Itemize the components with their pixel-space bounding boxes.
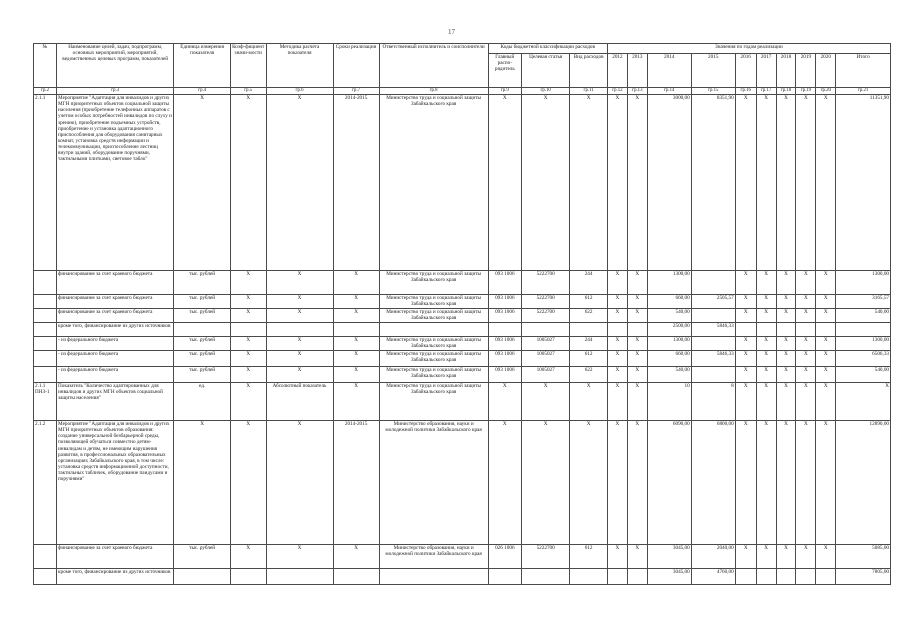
header-year-2013: 2013 bbox=[627, 54, 647, 88]
row-year-2012: X bbox=[607, 309, 627, 323]
row-year-2020: X bbox=[816, 545, 836, 569]
table-row bbox=[34, 383, 891, 421]
header-year-2015: 2015 bbox=[691, 54, 735, 88]
row-year-2013 bbox=[627, 569, 647, 585]
header-year-2018: 2018 bbox=[776, 54, 796, 88]
column-number: гр.11 bbox=[570, 88, 608, 95]
column-number: гр.14 bbox=[647, 88, 691, 95]
row-year-2013: X bbox=[627, 271, 647, 295]
row-year-2019: X bbox=[796, 95, 816, 271]
column-number: гр.21 bbox=[836, 88, 891, 95]
column-number: гр.7 bbox=[333, 88, 379, 95]
row-year-2015: 2040,00 bbox=[691, 545, 735, 569]
row-kbk-admin: 093 1006 bbox=[488, 367, 522, 383]
row-year-2017: X bbox=[756, 383, 776, 421]
row-year-2015: 4760,00 bbox=[691, 569, 735, 585]
row-year-2020: X bbox=[816, 383, 836, 421]
row-year-2012: X bbox=[607, 545, 627, 569]
row-year-2013: X bbox=[627, 367, 647, 383]
column-number: гр.20 bbox=[816, 88, 836, 95]
table-row bbox=[34, 367, 891, 383]
row-executor: Министерство труда и социальной защиты Забайкальского края bbox=[379, 383, 488, 421]
row-year-2016: X bbox=[735, 95, 756, 271]
row-year-2012: X bbox=[607, 95, 627, 271]
row-kbk-admin: 093 1006 bbox=[488, 337, 522, 351]
row-total: 7805,00 bbox=[836, 569, 891, 585]
row-method: X bbox=[266, 351, 333, 367]
row-kbk-admin: 093 1006 bbox=[488, 351, 522, 367]
row-total: 1300,00 bbox=[836, 337, 891, 351]
row-coefficient: X bbox=[230, 309, 266, 323]
table-row bbox=[34, 337, 891, 351]
row-executor: Министерство образования, науки и молодежной политики Забайкальского края bbox=[379, 421, 488, 545]
row-term: X bbox=[333, 367, 379, 383]
row-year-2019: X bbox=[796, 367, 816, 383]
row-year-2016: X bbox=[735, 367, 756, 383]
row-name: Показатель "Количество адаптированных для инвалидов и других МГН объектов социальной защиты населения" bbox=[57, 383, 174, 421]
row-kbk-item: 5222700 bbox=[522, 545, 570, 569]
row-name: - из федерального бюджета bbox=[57, 351, 174, 367]
table-row bbox=[34, 295, 891, 309]
row-year-2017: X bbox=[756, 95, 776, 271]
row-unit bbox=[174, 323, 231, 337]
row-method: X bbox=[266, 337, 333, 351]
table-row bbox=[34, 309, 891, 323]
row-kbk-type bbox=[570, 323, 608, 337]
row-year-2013: X bbox=[627, 351, 647, 367]
row-year-2018: X bbox=[776, 309, 796, 323]
row-year-2014: 660,00 bbox=[647, 295, 691, 309]
header-year-2016: 2016 bbox=[735, 54, 756, 88]
row-coefficient: X bbox=[230, 337, 266, 351]
row-name: финансирование за счет краевого бюджета bbox=[57, 545, 174, 569]
row-executor bbox=[379, 323, 488, 337]
row-name: финансирование за счет краевого бюджета bbox=[57, 271, 174, 295]
row-year-2016: X bbox=[735, 421, 756, 545]
row-term: 2014-2015 bbox=[333, 421, 379, 545]
row-year-2014: 3045,00 bbox=[647, 569, 691, 585]
row-year-2018: X bbox=[776, 545, 796, 569]
row-year-2017 bbox=[756, 323, 776, 337]
column-number: гр.15 bbox=[691, 88, 735, 95]
row-term: X bbox=[333, 383, 379, 421]
row-year-2012: X bbox=[607, 421, 627, 545]
row-number bbox=[34, 337, 57, 351]
page-number: 17 bbox=[448, 28, 455, 36]
row-number bbox=[34, 545, 57, 569]
row-year-2012 bbox=[607, 569, 627, 585]
row-year-2016: X bbox=[735, 545, 756, 569]
program-table bbox=[33, 43, 891, 585]
row-year-2017: X bbox=[756, 421, 776, 545]
row-unit: тыс. рублей bbox=[174, 367, 231, 383]
row-year-2019: X bbox=[796, 309, 816, 323]
row-year-2016: X bbox=[735, 309, 756, 323]
row-year-2012: X bbox=[607, 351, 627, 367]
row-coefficient: X bbox=[230, 367, 266, 383]
row-year-2016 bbox=[735, 323, 756, 337]
row-year-2019: X bbox=[796, 271, 816, 295]
row-year-2017: X bbox=[756, 309, 776, 323]
row-unit: тыс. рублей bbox=[174, 271, 231, 295]
row-coefficient bbox=[230, 323, 266, 337]
row-method: X bbox=[266, 95, 333, 271]
row-unit: тыс. рублей bbox=[174, 337, 231, 351]
row-term: X bbox=[333, 295, 379, 309]
row-year-2013 bbox=[627, 323, 647, 337]
row-year-2013: X bbox=[627, 309, 647, 323]
header-year-2020: 2020 bbox=[816, 54, 836, 88]
row-unit: X bbox=[174, 95, 231, 271]
row-executor: Министерство труда и социальной защиты Забайкальского края bbox=[379, 295, 488, 309]
row-kbk-admin bbox=[488, 323, 522, 337]
row-kbk-type: X bbox=[570, 95, 608, 271]
row-total: 5085,00 bbox=[836, 545, 891, 569]
row-kbk-item: 5222700 bbox=[522, 271, 570, 295]
row-kbk-admin bbox=[488, 569, 522, 585]
row-coefficient bbox=[230, 569, 266, 585]
row-kbk-type: 622 bbox=[570, 309, 608, 323]
row-kbk-admin: X bbox=[488, 383, 522, 421]
row-year-2012 bbox=[607, 323, 627, 337]
row-executor: Министерство труда и социальной защиты Забайкальского края bbox=[379, 337, 488, 351]
row-total bbox=[836, 323, 891, 337]
row-number bbox=[34, 351, 57, 367]
row-kbk-type: 612 bbox=[570, 545, 608, 569]
header-kbk-item: Целевая статья bbox=[522, 54, 570, 88]
row-method: X bbox=[266, 271, 333, 295]
row-method: X bbox=[266, 309, 333, 323]
header-total: Итого bbox=[836, 54, 891, 88]
row-year-2015 bbox=[691, 367, 735, 383]
row-year-2014: 2500,00 bbox=[647, 323, 691, 337]
row-kbk-type: 622 bbox=[570, 367, 608, 383]
row-year-2015: 8 bbox=[691, 383, 735, 421]
header-year-2019: 2019 bbox=[796, 54, 816, 88]
row-year-2012: X bbox=[607, 337, 627, 351]
row-name: кроме того, финансирование из других источников bbox=[57, 323, 174, 337]
row-unit: X bbox=[174, 421, 231, 545]
row-number bbox=[34, 367, 57, 383]
row-executor: Министерство труда и социальной защиты Забайкальского края bbox=[379, 271, 488, 295]
header-term: Сроки реализации bbox=[333, 44, 379, 88]
row-year-2014: 540,00 bbox=[647, 367, 691, 383]
column-number: гр.9 bbox=[488, 88, 522, 95]
column-number: гр.10 bbox=[522, 88, 570, 95]
column-number: гр.18 bbox=[776, 88, 796, 95]
row-kbk-admin: X bbox=[488, 95, 522, 271]
table-row bbox=[34, 95, 891, 271]
row-coefficient: X bbox=[230, 295, 266, 309]
row-year-2020: X bbox=[816, 309, 836, 323]
row-number: 2.1.2 bbox=[34, 421, 57, 545]
row-year-2017 bbox=[756, 569, 776, 585]
row-year-2019: X bbox=[796, 421, 816, 545]
row-year-2020 bbox=[816, 569, 836, 585]
column-number: гр.17 bbox=[756, 88, 776, 95]
row-kbk-item: X bbox=[522, 383, 570, 421]
row-term: X bbox=[333, 337, 379, 351]
row-year-2019: X bbox=[796, 337, 816, 351]
row-kbk-type: 612 bbox=[570, 295, 608, 309]
row-executor: Министерство труда и социальной защиты Забайкальского края bbox=[379, 367, 488, 383]
column-number: гр.12 bbox=[607, 88, 627, 95]
row-year-2019: X bbox=[796, 383, 816, 421]
row-year-2020: X bbox=[816, 421, 836, 545]
row-name: Мероприятие "Адаптация для инвалидов и других МГН приоритетных объектов социальной защиты населения (приобретение телефонных аппаратов с учетом особых потребностей инвалидов по слуху и зрению), приобретение подъемных устройств, приобретение и установка адаптационного приспособления для оборудования санитарных комнат, установка средств информации и телекоммуникации, приспособление лестниц внутри зданий, оборудование поручнями, тактильными плитками, световое табло" bbox=[57, 95, 174, 271]
row-term: X bbox=[333, 309, 379, 323]
row-coefficient: X bbox=[230, 545, 266, 569]
table-row bbox=[34, 323, 891, 337]
row-kbk-item: 1005027 bbox=[522, 337, 570, 351]
column-number: гр.5 bbox=[230, 88, 266, 95]
row-kbk-type bbox=[570, 569, 608, 585]
row-kbk-type: 612 bbox=[570, 351, 608, 367]
row-method bbox=[266, 569, 333, 585]
table-body bbox=[34, 88, 891, 585]
row-year-2013: X bbox=[627, 95, 647, 271]
header-method: Методика расчета показателя bbox=[266, 44, 333, 88]
row-year-2020: X bbox=[816, 367, 836, 383]
column-number: гр.6 bbox=[266, 88, 333, 95]
row-year-2020: X bbox=[816, 95, 836, 271]
row-year-2018: X bbox=[776, 337, 796, 351]
row-year-2018 bbox=[776, 569, 796, 585]
row-name: финансирование за счет краевого бюджета bbox=[57, 295, 174, 309]
row-year-2013: X bbox=[627, 421, 647, 545]
row-coefficient: X bbox=[230, 421, 266, 545]
row-year-2018: X bbox=[776, 295, 796, 309]
row-year-2016: X bbox=[735, 383, 756, 421]
row-year-2015 bbox=[691, 309, 735, 323]
table-row bbox=[34, 351, 891, 367]
row-term: X bbox=[333, 271, 379, 295]
row-coefficient: X bbox=[230, 383, 266, 421]
row-number bbox=[34, 271, 57, 295]
row-coefficient: X bbox=[230, 351, 266, 367]
header-executor: Ответственный исполнитель и соисполнители bbox=[379, 44, 488, 88]
row-year-2018: X bbox=[776, 421, 796, 545]
row-year-2017: X bbox=[756, 337, 776, 351]
row-kbk-admin: 026 1006 bbox=[488, 545, 522, 569]
row-coefficient: X bbox=[230, 271, 266, 295]
row-number bbox=[34, 295, 57, 309]
row-year-2019 bbox=[796, 569, 816, 585]
row-year-2018: X bbox=[776, 271, 796, 295]
row-year-2016: X bbox=[735, 337, 756, 351]
row-year-2014: 6090,00 bbox=[647, 421, 691, 545]
row-year-2018: X bbox=[776, 367, 796, 383]
row-total: 6506,33 bbox=[836, 351, 891, 367]
row-year-2019 bbox=[796, 323, 816, 337]
row-year-2012: X bbox=[607, 367, 627, 383]
row-term: X bbox=[333, 545, 379, 569]
row-kbk-type: 244 bbox=[570, 271, 608, 295]
row-year-2017: X bbox=[756, 295, 776, 309]
row-year-2018: X bbox=[776, 95, 796, 271]
row-year-2020: X bbox=[816, 351, 836, 367]
row-method bbox=[266, 323, 333, 337]
row-year-2015: 5846,33 bbox=[691, 323, 735, 337]
row-number: 2.1.1 bbox=[34, 95, 57, 271]
row-year-2020 bbox=[816, 323, 836, 337]
row-year-2019: X bbox=[796, 351, 816, 367]
row-year-2012: X bbox=[607, 383, 627, 421]
row-unit: тыс. рублей bbox=[174, 351, 231, 367]
row-year-2012: X bbox=[607, 271, 627, 295]
row-year-2015: 6800,00 bbox=[691, 421, 735, 545]
row-year-2013: X bbox=[627, 337, 647, 351]
row-name: кроме того, финансирование из других источников bbox=[57, 569, 174, 585]
row-number bbox=[34, 323, 57, 337]
row-kbk-item: 1005027 bbox=[522, 351, 570, 367]
column-number: гр.19 bbox=[796, 88, 816, 95]
row-year-2017: X bbox=[756, 545, 776, 569]
row-method: X bbox=[266, 367, 333, 383]
row-term: 2014-2015 bbox=[333, 95, 379, 271]
row-year-2015 bbox=[691, 271, 735, 295]
row-kbk-admin: X bbox=[488, 421, 522, 545]
row-unit: тыс. рублей bbox=[174, 295, 231, 309]
row-kbk-type: X bbox=[570, 421, 608, 545]
row-year-2016: X bbox=[735, 351, 756, 367]
row-executor bbox=[379, 569, 488, 585]
row-year-2014: 660,00 bbox=[647, 351, 691, 367]
row-kbk-item bbox=[522, 323, 570, 337]
row-year-2016 bbox=[735, 569, 756, 585]
column-number: гр.16 bbox=[735, 88, 756, 95]
column-number: гр.2 bbox=[34, 88, 57, 95]
row-year-2014: 3000,00 bbox=[647, 95, 691, 271]
header-unit: Единица измерения показателя bbox=[174, 44, 231, 88]
row-name: - из федерального бюджета bbox=[57, 337, 174, 351]
row-term: X bbox=[333, 351, 379, 367]
row-year-2013: X bbox=[627, 383, 647, 421]
header-coefficient: Коэф-фициент значи-мости bbox=[230, 44, 266, 88]
row-number bbox=[34, 309, 57, 323]
row-method: Абсолютный показатель bbox=[266, 383, 333, 421]
row-year-2016: X bbox=[735, 271, 756, 295]
row-method: X bbox=[266, 545, 333, 569]
header-name: Наименование целей, задач, подпрограмм, основных мероприятий, мероприятий, ведомственных целевых программ, показателей bbox=[57, 44, 174, 88]
row-year-2017: X bbox=[756, 271, 776, 295]
row-year-2015: 8351,90 bbox=[691, 95, 735, 271]
row-number bbox=[34, 569, 57, 585]
row-year-2016: X bbox=[735, 295, 756, 309]
row-year-2018: X bbox=[776, 351, 796, 367]
row-year-2017: X bbox=[756, 351, 776, 367]
column-number: гр.3 bbox=[57, 88, 174, 95]
row-name: финансирование за счет краевого бюджета bbox=[57, 309, 174, 323]
row-unit: ед. bbox=[174, 383, 231, 421]
table-row bbox=[34, 545, 891, 569]
column-number: гр.13 bbox=[627, 88, 647, 95]
row-kbk-type: 244 bbox=[570, 337, 608, 351]
row-executor: Министерство труда и социальной защиты Забайкальского края bbox=[379, 309, 488, 323]
header-year-2012: 2012 bbox=[607, 54, 627, 88]
column-number: гр.4 bbox=[174, 88, 231, 95]
row-kbk-type: X bbox=[570, 383, 608, 421]
header-values-group: Значения по годам реализации bbox=[607, 44, 890, 54]
row-unit: тыс. рублей bbox=[174, 309, 231, 323]
table-row bbox=[34, 271, 891, 295]
row-unit bbox=[174, 569, 231, 585]
row-year-2019: X bbox=[796, 295, 816, 309]
row-year-2015: 2505,57 bbox=[691, 295, 735, 309]
row-total: 540,00 bbox=[836, 367, 891, 383]
row-year-2020: X bbox=[816, 271, 836, 295]
row-year-2014: 3045,00 bbox=[647, 545, 691, 569]
row-number: 2.1.1 ПНЗ-1 bbox=[34, 383, 57, 421]
table-row bbox=[34, 569, 891, 585]
row-kbk-admin: 093 1006 bbox=[488, 271, 522, 295]
row-kbk-admin: 093 1006 bbox=[488, 309, 522, 323]
row-year-2019: X bbox=[796, 545, 816, 569]
row-year-2020: X bbox=[816, 337, 836, 351]
row-year-2012: X bbox=[607, 295, 627, 309]
header-year-2014: 2014 bbox=[647, 54, 691, 88]
row-year-2017: X bbox=[756, 367, 776, 383]
row-term bbox=[333, 569, 379, 585]
row-total: 11351,90 bbox=[836, 95, 891, 271]
row-kbk-admin: 093 1006 bbox=[488, 295, 522, 309]
row-executor: Министерство труда и социальной защиты Забайкальского края bbox=[379, 351, 488, 367]
row-method: X bbox=[266, 295, 333, 309]
row-year-2014: 10 bbox=[647, 383, 691, 421]
header-kbk-type: Вид расходов bbox=[570, 54, 608, 88]
row-year-2014: 1300,00 bbox=[647, 337, 691, 351]
column-number: гр.8 bbox=[379, 88, 488, 95]
header-kbk-admin: Главный распо-рядитель bbox=[488, 54, 522, 88]
row-total: 12890,00 bbox=[836, 421, 891, 545]
row-unit: тыс. рублей bbox=[174, 545, 231, 569]
row-total: 540,00 bbox=[836, 309, 891, 323]
row-name: Мероприятие "Адаптация для инвалидов и других МГН приоритетных объектов образования: создание универсальной безбарьерной среды, позволяющей обучаться совместно детям-инвалидам и детям, не имеющим нарушения развития, в профессиональных образовательных организациях Забайкальского края, в том числе: установка средств информационной доступности, тактильных табличек, оборудование пандусами и поручнями" bbox=[57, 421, 174, 545]
row-year-2015: 5846,33 bbox=[691, 351, 735, 367]
row-kbk-item: 5222700 bbox=[522, 309, 570, 323]
row-year-2018: X bbox=[776, 383, 796, 421]
row-executor: Министерство труда и социальной защиты Забайкальского края bbox=[379, 95, 488, 271]
row-total: X bbox=[836, 383, 891, 421]
row-name: - из федерального бюджета bbox=[57, 367, 174, 383]
row-kbk-item bbox=[522, 569, 570, 585]
column-number-row bbox=[34, 88, 891, 95]
row-term bbox=[333, 323, 379, 337]
row-method: X bbox=[266, 421, 333, 545]
header-num: № bbox=[34, 44, 57, 88]
row-executor: Министерство образования, науки и молодежной политики Забайкальского края bbox=[379, 545, 488, 569]
row-year-2018 bbox=[776, 323, 796, 337]
row-year-2020: X bbox=[816, 295, 836, 309]
row-total: 1300,00 bbox=[836, 271, 891, 295]
row-year-2014: 1300,00 bbox=[647, 271, 691, 295]
header-year-2017: 2017 bbox=[756, 54, 776, 88]
header-kbk-group: Коды бюджетной классификации расходов bbox=[488, 44, 607, 54]
row-year-2013: X bbox=[627, 295, 647, 309]
row-year-2015 bbox=[691, 337, 735, 351]
row-kbk-item: 1005027 bbox=[522, 367, 570, 383]
row-kbk-item: X bbox=[522, 95, 570, 271]
row-coefficient: X bbox=[230, 95, 266, 271]
row-kbk-item: 5222700 bbox=[522, 295, 570, 309]
row-total: 3165,57 bbox=[836, 295, 891, 309]
row-year-2013: X bbox=[627, 545, 647, 569]
row-kbk-item: X bbox=[522, 421, 570, 545]
row-year-2014: 540,00 bbox=[647, 309, 691, 323]
table-row bbox=[34, 421, 891, 545]
